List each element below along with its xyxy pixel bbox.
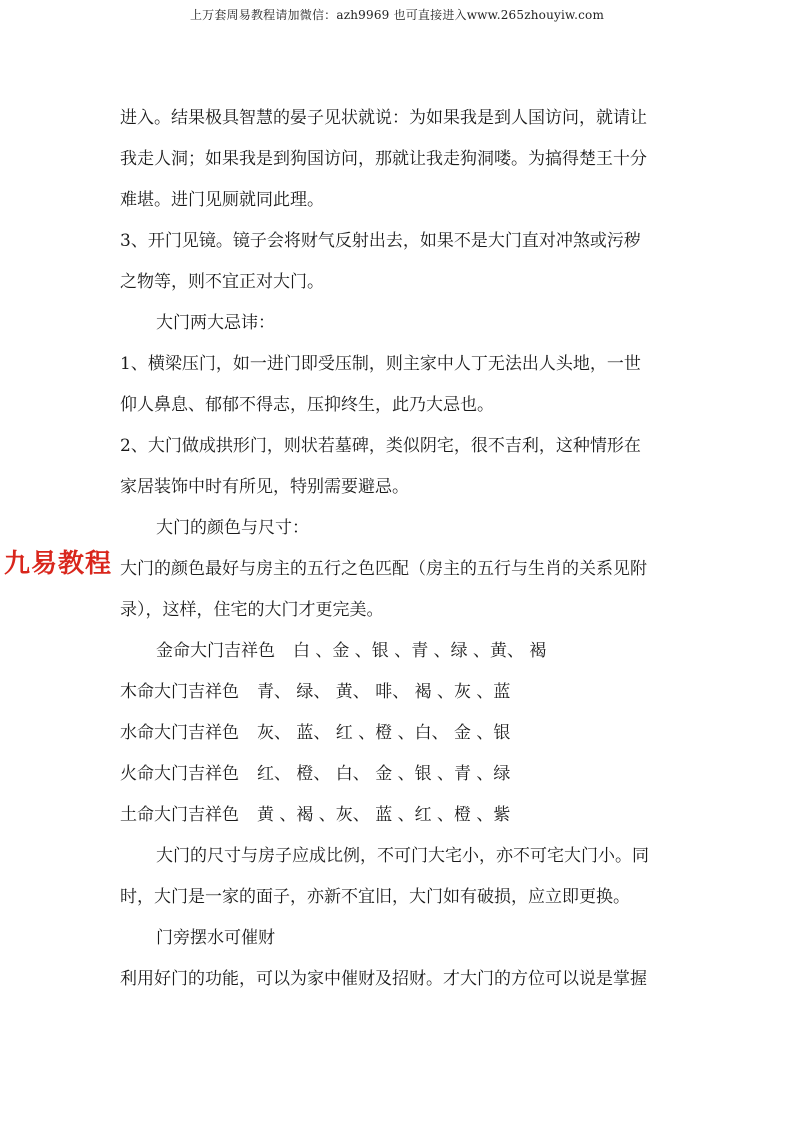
paragraph-line: 之物等，则不宜正对大门。 [120, 272, 324, 292]
paragraph-line: 1、横梁压门，如一进门即受压制，则主家中人丁无法出人头地，一世 [120, 354, 641, 374]
color-row-label: 火命大门吉祥色 [120, 764, 239, 784]
color-row-values: 青、 绿、 黄、 啡、 褐 、灰 、蓝 [257, 682, 511, 702]
paragraph-line: 2、大门做成拱形门，则状若墓碑，类似阴宅，很不吉利，这种情形在 [120, 436, 641, 456]
paragraph-line: 时，大门是一家的面子，亦新不宜旧，大门如有破损，应立即更换。 [120, 887, 630, 907]
paragraph-line: 大门的尺寸与房子应成比例，不可门大宅小，亦不可宅大门小。同 [156, 846, 649, 866]
paragraph-line: 难堪。进门见厕就同此理。 [120, 190, 324, 210]
color-list-row [120, 631, 680, 672]
color-list-row [120, 672, 680, 713]
color-row-values: 白 、金 、银 、青 、绿 、黄、 褐 [293, 641, 547, 661]
paragraph-line: 进入。结果极具智慧的晏子见状就说：为如果我是到人国访问，就请让 [120, 108, 647, 128]
paragraph-line: 录），这样，住宅的大门才更完美。 [120, 600, 384, 620]
color-list-row [120, 754, 680, 795]
color-row-label: 水命大门吉祥色 [120, 723, 239, 743]
color-row-values: 灰、 蓝、 红 、橙 、白、 金 、银 [257, 723, 511, 743]
paragraph-line: 仰人鼻息、郁郁不得志，压抑终生，此乃大忌也。 [120, 395, 494, 415]
paragraph-line: 3、开门见镜。镜子会将财气反射出去，如果不是大门直对冲煞或污秽 [120, 231, 641, 251]
color-row-values: 黄 、褐 、灰、 蓝 、红 、橙 、紫 [257, 805, 511, 825]
section-heading: 大门两大忌讳： [156, 313, 275, 333]
watermark-logo: 九易教程 [4, 549, 113, 579]
paragraph-line: 我走人洞；如果我是到狗国访问，那就让我走狗洞喽。为搞得楚王十分 [120, 149, 647, 169]
section-heading: 大门的颜色与尺寸： [156, 518, 309, 538]
section-heading: 门旁摆水可催财 [156, 928, 275, 948]
color-row-values: 红、 橙、 白、 金 、银 、青 、绿 [257, 764, 511, 784]
paragraph-line: 利用好门的功能，可以为家中催财及招财。才大门的方位可以说是掌握 [120, 969, 647, 989]
paragraph-line: 大门的颜色最好与房主的五行之色匹配（房主的五行与生肖的关系见附 [120, 559, 647, 579]
color-row-label: 土命大门吉祥色 [120, 805, 239, 825]
page-header: 上万套周易教程请加微信：azh9969 也可直接进入www.265zhouyiw.com [189, 8, 605, 22]
color-list-row [120, 713, 680, 754]
color-list-row [120, 795, 680, 836]
paragraph-line: 家居装饰中时有所见，特别需要避忌。 [120, 477, 409, 497]
color-row-label: 木命大门吉祥色 [120, 682, 239, 702]
document-body [120, 98, 680, 1000]
color-row-label: 金命大门吉祥色 [156, 641, 275, 661]
